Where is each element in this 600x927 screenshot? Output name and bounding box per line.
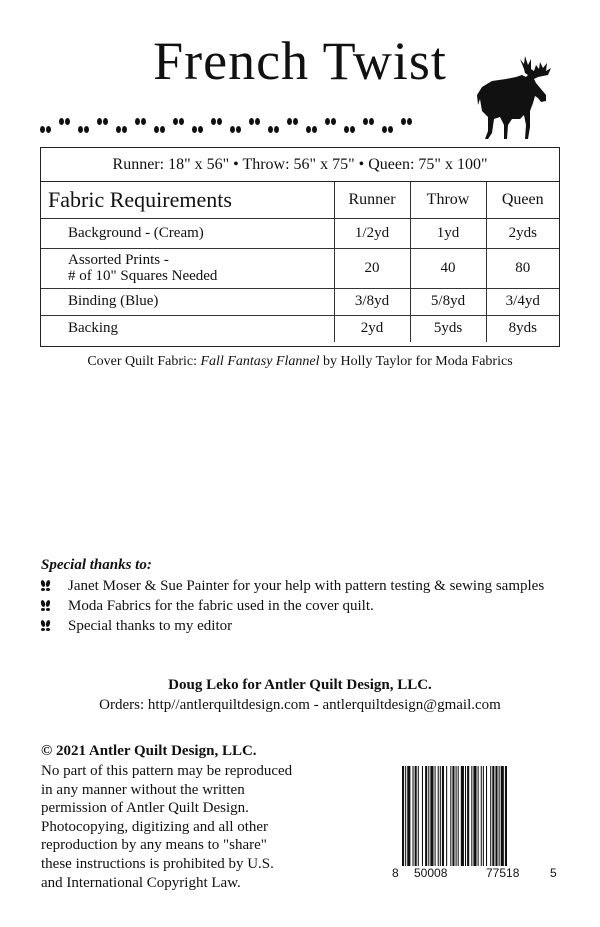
barcode-digit-group: 77518 [486, 866, 520, 880]
fabric-requirements-table [41, 182, 559, 342]
hoof-print-bullet-icon [41, 579, 68, 593]
hoof-print-icon [287, 118, 299, 125]
copyright-heading: © 2021 Antler Quilt Design, LLC. [41, 743, 257, 759]
list-item [41, 596, 581, 616]
cell-value: 2yds [486, 218, 559, 248]
column-header-queen: Queen [486, 182, 559, 218]
moose-silhouette-icon [470, 55, 562, 141]
column-header-runner: Runner [334, 182, 410, 218]
pattern-title: French Twist [153, 31, 447, 91]
orders-contact: Orders: http//antlerquiltdesign.com - antlerquiltdesign@gmail.com [99, 697, 501, 713]
hoof-print-icon [78, 126, 90, 133]
fabric-requirements-box [40, 147, 560, 347]
cover-fabric-name: Fall Fantasy Flannel [200, 354, 320, 369]
hoof-print-icon [59, 118, 71, 125]
cover-fabric-prefix: Cover Quilt Fabric: [87, 354, 201, 369]
row-label-line: Assorted Prints - [68, 251, 169, 268]
cell-value: 5yds [410, 315, 486, 342]
row-label: Background - (Cream) [41, 218, 334, 248]
thanks-list [41, 576, 581, 636]
hoof-print-icon [382, 126, 394, 133]
hoof-print-icon [154, 126, 166, 133]
cell-value: 3/8yd [334, 288, 410, 315]
table-row [41, 288, 559, 315]
hoof-print-icon [401, 118, 413, 125]
barcode-number [392, 866, 560, 882]
table-row [41, 315, 559, 342]
row-label: Backing [41, 315, 334, 342]
barcode-digit-group: 5 [550, 866, 557, 880]
hoof-print-icon [97, 118, 109, 125]
hoof-print-icon [173, 118, 185, 125]
barcode-digit-group: 8 [392, 866, 399, 880]
cell-value: 80 [486, 248, 559, 288]
hoof-print-icon [268, 126, 280, 133]
cover-fabric-note [0, 354, 600, 370]
thanks-heading: Special thanks to: [41, 557, 152, 573]
copyright-line: Photocopying, digitizing and all other [41, 818, 269, 835]
hoof-print-icon [306, 126, 318, 133]
cover-fabric-suffix: by Holly Taylor for Moda Fabrics [319, 354, 513, 369]
copyright-line: permission of Antler Quilt Design. [41, 800, 249, 817]
cell-value: 5/8yd [410, 288, 486, 315]
fabric-requirements-heading: Fabric Requirements [41, 182, 334, 218]
hoof-print-bullet-icon [41, 599, 68, 613]
copyright-line: in any manner without the written [41, 781, 245, 798]
thanks-item-text: Janet Moser & Sue Painter for your help with pattern testing & sewing samples [68, 577, 545, 594]
table-row [41, 218, 559, 248]
cell-value: 2yd [334, 315, 410, 342]
barcode-digit-group: 50008 [414, 866, 448, 880]
hoof-print-icon [363, 118, 375, 125]
row-label: Binding (Blue) [41, 288, 334, 315]
hoof-print-icon [249, 118, 261, 125]
cell-value: 40 [410, 248, 486, 288]
cell-value: 20 [334, 248, 410, 288]
upc-barcode [402, 766, 550, 866]
cell-value: 3/4yd [486, 288, 559, 315]
cell-value: 1yd [410, 218, 486, 248]
hoof-print-icon [40, 126, 52, 133]
table-header-row [41, 182, 559, 218]
hoof-print-icon [192, 126, 204, 133]
thanks-item-text: Special thanks to my editor [68, 617, 233, 634]
hoof-print-icon [116, 126, 128, 133]
row-label [41, 248, 334, 288]
copyright-line: these instructions is prohibited by U.S. [41, 855, 274, 872]
hoof-print-icon [135, 118, 147, 125]
list-item [41, 616, 581, 636]
cell-value: 1/2yd [334, 218, 410, 248]
hoof-print-icon [344, 126, 356, 133]
copyright-notice [41, 762, 341, 892]
thanks-item-text: Moda Fabrics for the fabric used in the cover quilt. [68, 597, 374, 614]
list-item [41, 576, 581, 596]
hoof-print-icon [230, 126, 242, 133]
table-row [41, 248, 559, 288]
column-header-throw: Throw [410, 182, 486, 218]
copyright-line: No part of this pattern may be reproduced [41, 763, 293, 779]
designer-credit: Doug Leko for Antler Quilt Design, LLC. [168, 677, 432, 693]
hoof-print-icon [325, 118, 337, 125]
hoof-print-bullet-icon [41, 619, 68, 633]
copyright-line: reproduction by any means to "share" [41, 837, 267, 854]
hoof-print-icon [211, 118, 223, 125]
hoof-print-trail [40, 114, 420, 140]
cell-value: 8yds [486, 315, 559, 342]
quilt-sizes-line: Runner: 18" x 56" • Throw: 56" x 75" • Queen: 75" x 100" [41, 148, 559, 182]
copyright-line: and International Copyright Law. [41, 874, 241, 891]
row-label-line: # of 10" Squares Needed [68, 268, 218, 284]
